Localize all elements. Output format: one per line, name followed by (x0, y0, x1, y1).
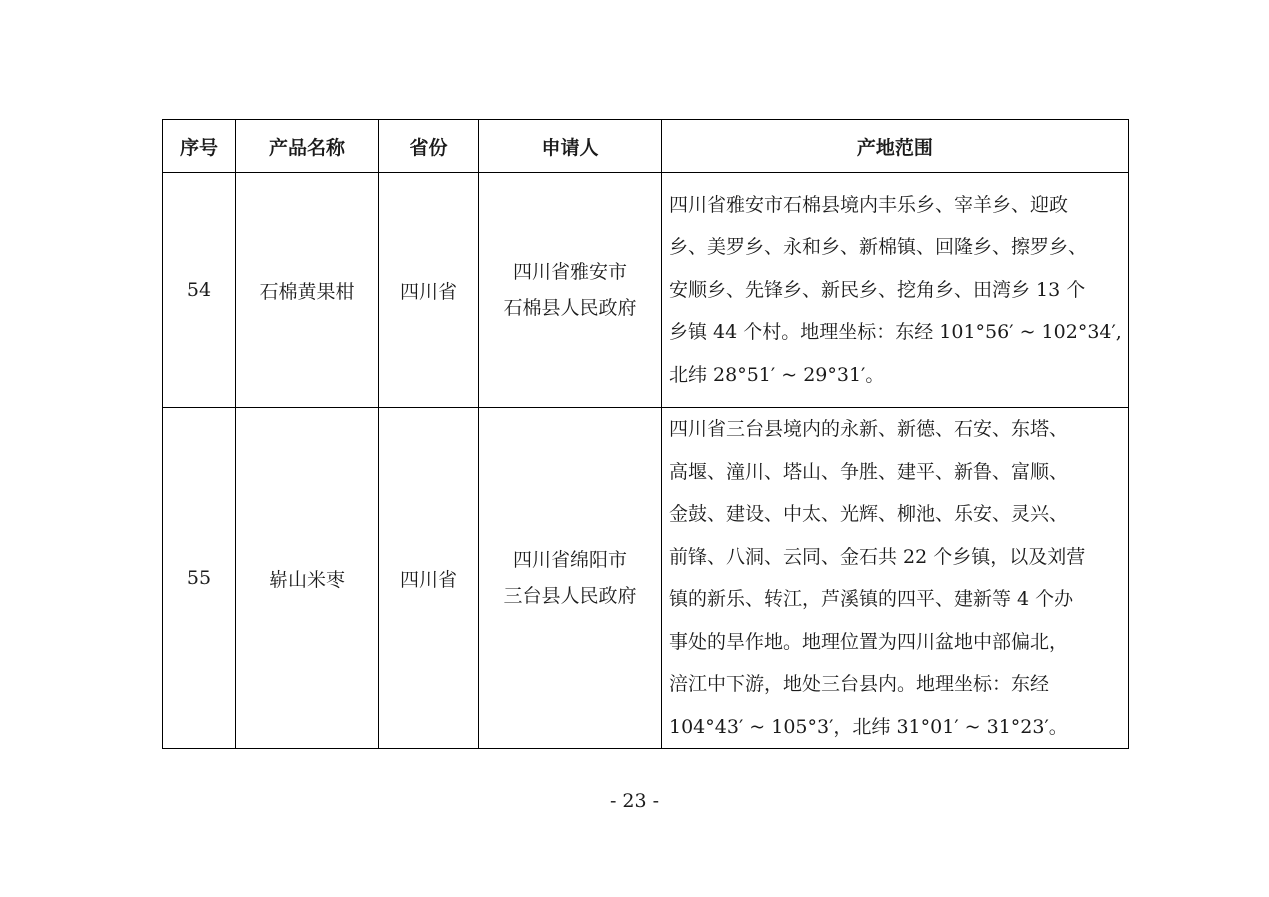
area-line: 涪江中下游，地处三台县内。地理坐标：东经 (669, 673, 1050, 695)
area-line: 高堰、潼川、塔山、争胜、建平、新鲁、富顺、 (669, 460, 1069, 483)
header-province: 省份 (379, 120, 479, 173)
area-line: 乡、美罗乡、永和乡、新棉镇、回隆乡、擦罗乡、 (669, 236, 1088, 259)
cell-applicant (479, 408, 662, 749)
header-seq: 序号 (163, 120, 236, 173)
cell-product-name: 石棉黄果柑 (236, 173, 379, 408)
applicant-line: 石棉县人民政府 (503, 297, 637, 319)
table-row (163, 173, 1129, 408)
header-product-name: 产品名称 (236, 120, 379, 173)
page-number: - 23 - (609, 790, 660, 812)
area-line: 事处的旱作地。地理位置为四川盆地中部偏北， (669, 630, 1069, 653)
applicant-line: 三台县人民政府 (503, 585, 637, 607)
cell-province: 四川省 (379, 173, 479, 408)
cell-production-area (662, 408, 1129, 749)
cell-applicant (479, 173, 662, 408)
applicant-line: 四川省雅安市 (512, 261, 627, 283)
cell-seq: 55 (163, 408, 236, 749)
cell-product-name: 崭山米枣 (236, 408, 379, 749)
table-header-row (163, 120, 1129, 173)
area-line: 四川省雅安市石棉县境内丰乐乡、宰羊乡、迎政 (669, 193, 1069, 216)
cell-production-area (662, 173, 1129, 408)
product-table (162, 119, 1129, 749)
applicant-line: 四川省绵阳市 (512, 549, 627, 571)
area-line: 镇的新乐、转江，芦溪镇的四平、建新等 4 个办 (669, 588, 1074, 610)
area-line: 前锋、八洞、云同、金石共 22 个乡镇，以及刘营 (669, 545, 1086, 568)
header-applicant: 申请人 (479, 120, 662, 173)
header-production-area: 产地范围 (662, 120, 1129, 173)
area-line: 104°43′ ~ 105°3′，北纬 31°01′ ~ 31°23′。 (669, 715, 1068, 738)
area-line: 安顺乡、先锋乡、新民乡、挖角乡、田湾乡 13 个 (669, 278, 1086, 301)
cell-province: 四川省 (379, 408, 479, 749)
area-line: 乡镇 44 个村。地理坐标：东经 101°56′ ~ 102°34′, (669, 321, 1122, 344)
table-row (163, 408, 1129, 749)
area-line: 北纬 28°51′ ~ 29°31′。 (669, 363, 885, 386)
area-line: 四川省三台县境内的永新、新德、石安、东塔、 (669, 418, 1069, 440)
area-line: 金鼓、建设、中太、光辉、柳池、乐安、灵兴、 (669, 503, 1069, 525)
cell-seq: 54 (163, 173, 236, 408)
